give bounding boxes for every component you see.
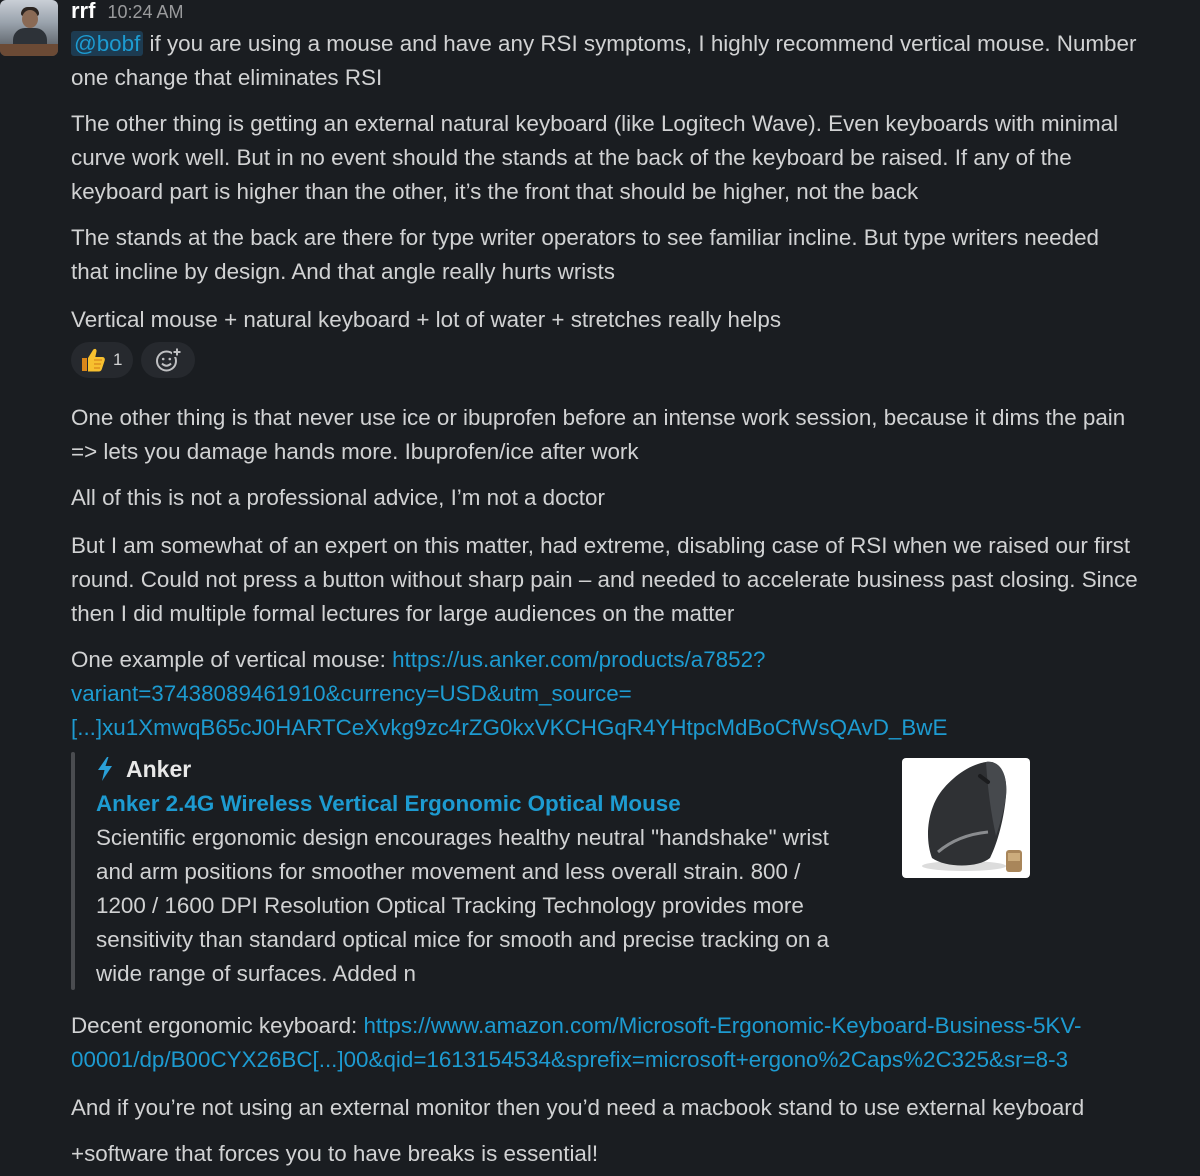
preview-desc-line: and arm positions for smoother movement and less overall strain. 800 / bbox=[96, 859, 801, 884]
reaction-thumbs-up[interactable] bbox=[71, 342, 133, 378]
preview-site-name: Anker bbox=[126, 755, 192, 782]
message-line: keyboard part is higher than the other, it’s the front that should be higher, not the back bbox=[71, 179, 919, 204]
message-line: round. Could not press a button without sharp pain – and needed to accelerate business past closing. Since bbox=[71, 567, 1138, 592]
message-line: Vertical mouse + natural keyboard + lot of water + stretches really helps bbox=[71, 307, 782, 332]
avatar[interactable] bbox=[0, 0, 58, 56]
add-emoji-icon bbox=[154, 346, 182, 374]
message-text: One example of vertical mouse: bbox=[71, 647, 393, 672]
message-text: Decent ergonomic keyboard: bbox=[71, 1013, 364, 1038]
message-line: All of this is not a professional advice, I’m not a doctor bbox=[71, 485, 605, 510]
message-line: curve work well. But in no event should the stands at the back of the keyboard be raised. If any of the bbox=[71, 145, 1072, 170]
preview-desc-line: Scientific ergonomic design encourages healthy neutral "handshake" wrist bbox=[96, 825, 829, 850]
anker-link-continued[interactable]: variant=37438089461910&currency=USD&utm_source= bbox=[71, 681, 632, 706]
preview-desc-line: sensitivity than standard optical mice for smooth and precise tracking on a bbox=[96, 927, 830, 952]
message-line bbox=[71, 1009, 1082, 1043]
preview-thumbnail[interactable] bbox=[902, 758, 1030, 878]
user-mention[interactable]: @bobf bbox=[71, 31, 143, 56]
preview-site bbox=[96, 752, 191, 786]
preview-title-link[interactable]: Anker 2.4G Wireless Vertical Ergonomic Optical Mouse bbox=[96, 791, 681, 816]
message-line: +software that forces you to have breaks is essential! bbox=[71, 1141, 599, 1166]
reaction-count: 1 bbox=[113, 350, 123, 369]
message-text: if you are using a mouse and have any RSI symptoms, I highly recommend vertical mouse. Number bbox=[143, 31, 1137, 56]
amazon-link-continued[interactable]: 00001/dp/B00CYX26BC[...]00&qid=1613154534&sprefix=microsoft+ergono%2Caps%2C325&sr=8-3 bbox=[71, 1047, 1069, 1072]
message-line: But I am somewhat of an expert on this matter, had extreme, disabling case of RSI when we raised our first bbox=[71, 533, 1131, 558]
thumbs-up-icon bbox=[79, 346, 107, 374]
lightning-icon bbox=[96, 756, 114, 782]
reactions-bar bbox=[71, 342, 195, 378]
preview-description bbox=[96, 821, 886, 991]
message-line: And if you’re not using an external monitor then you’d need a macbook stand to use external keyboard bbox=[71, 1095, 1085, 1120]
message-line: The stands at the back are there for type writer operators to see familiar incline. But type writers needed bbox=[71, 225, 1099, 250]
message-line: One other thing is that never use ice or ibuprofen before an intense work session, because it dims the pain bbox=[71, 405, 1126, 430]
message-line: The other thing is getting an external natural keyboard (like Logitech Wave). Even keyboards with minimal bbox=[71, 111, 1119, 136]
amazon-link[interactable]: https://www.amazon.com/Microsoft-Ergonomic-Keyboard-Business-5KV- bbox=[363, 1013, 1082, 1038]
preview-desc-line: 1200 / 1600 DPI Resolution Optical Tracking Technology provides more bbox=[96, 893, 804, 918]
preview-accent-bar bbox=[71, 752, 75, 990]
anker-link-continued[interactable]: [...]xu1XmwqB65cJ0HARTCeXvkg9zc4rZG0kxVKCHGqR4YHtpcMdBoCfWsQAvD_BwE bbox=[71, 715, 948, 740]
anker-link[interactable]: https://us.anker.com/products/a7852? bbox=[392, 647, 766, 672]
preview-desc-line: wide range of surfaces. Added n bbox=[96, 961, 416, 986]
timestamp[interactable]: 10:24 AM bbox=[107, 2, 184, 22]
vertical-mouse-image bbox=[902, 758, 1030, 878]
message-line: => lets you damage hands more. Ibuprofen/ice after work bbox=[71, 439, 639, 464]
message-line: then I did multiple formal lectures for large audiences on the matter bbox=[71, 601, 735, 626]
avatar-desk bbox=[0, 44, 58, 56]
message-header bbox=[71, 0, 184, 24]
message-line: that incline by design. And that angle really hurts wrists bbox=[71, 259, 615, 284]
link-preview bbox=[71, 752, 1031, 990]
message-line bbox=[71, 643, 766, 677]
add-reaction-button[interactable] bbox=[141, 342, 195, 378]
avatar-head bbox=[22, 10, 38, 28]
message-line: one change that eliminates RSI bbox=[71, 65, 383, 90]
author-name[interactable]: rrf bbox=[71, 0, 96, 23]
message-line bbox=[71, 27, 1136, 61]
